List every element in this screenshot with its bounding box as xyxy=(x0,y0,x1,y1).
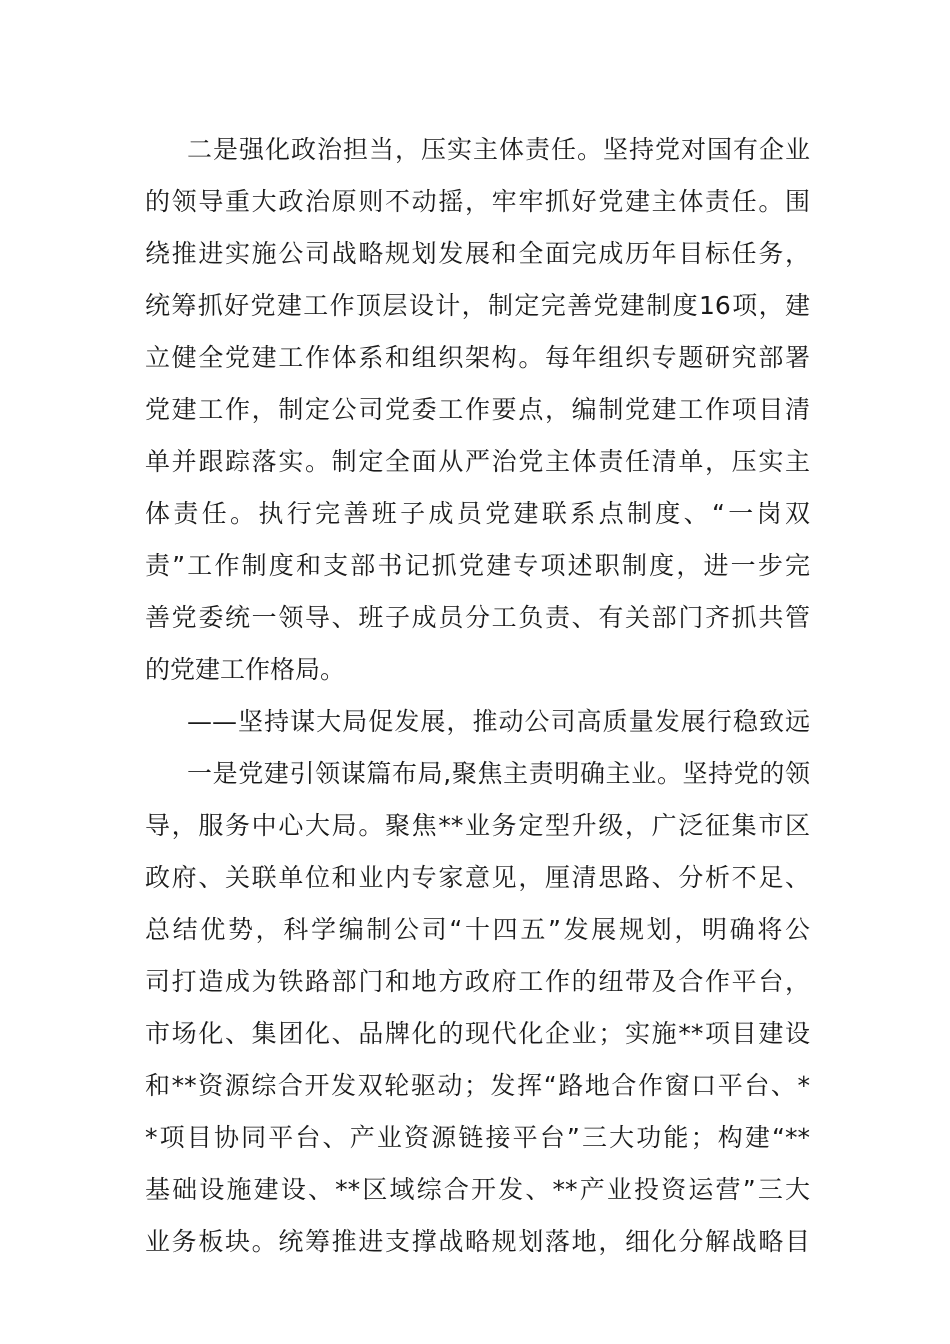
text-line-10: 善党委统一领导、班子成员分工负责、有关部门齐抓共管 xyxy=(145,603,810,632)
text-line-5: 立健全党建工作体系和组织架构。每年组织专题研究部署 xyxy=(145,343,810,372)
text-line-20: *项目协同平台、产业资源链接平台”三大功能；构建“** xyxy=(145,1123,810,1152)
section-heading: ——坚持谋大局促发展，推动公司高质量发展行稳致远 xyxy=(187,707,810,736)
text-line-18: 市场化、集团化、品牌化的现代化企业；实施**项目建设 xyxy=(145,1019,810,1048)
text-line-2: 的领导重大政治原则不动摇，牢牢抓好党建主体责任。围 xyxy=(145,187,810,216)
text-line-7: 单并跟踪落实。制定全面从严治党主体责任清单，压实主 xyxy=(145,447,810,476)
text-line-19: 和**资源综合开发双轮驱动；发挥“路地合作窗口平台、* xyxy=(145,1071,810,1100)
text-line-15: 政府、关联单位和业内专家意见，厘清思路、分析不足、 xyxy=(145,863,810,892)
text-line-13: 一是党建引领谋篇布局,聚焦主责明确主业。坚持党的领 xyxy=(187,759,810,788)
text-line-4: 统筹抓好党建工作顶层设计，制定完善党建制度16项，建 xyxy=(145,291,810,320)
text-line-22: 业务板块。统筹推进支撑战略规划落地，细化分解战略目 xyxy=(145,1227,810,1256)
text-line-3: 绕推进实施公司战略规划发展和全面完成历年目标任务， xyxy=(145,239,810,268)
text-line-6: 党建工作，制定公司党委工作要点，编制党建工作项目清 xyxy=(145,395,810,424)
text-line-9: 责”工作制度和支部书记抓党建专项述职制度，进一步完 xyxy=(145,551,810,580)
text-line-16: 总结优势，科学编制公司“十四五”发展规划，明确将公 xyxy=(145,915,810,944)
text-line-17: 司打造成为铁路部门和地方政府工作的纽带及合作平台， xyxy=(145,967,810,996)
text-line-1: 二是强化政治担当，压实主体责任。坚持党对国有企业 xyxy=(187,135,810,164)
text-line-8: 体责任。执行完善班子成员党建联系点制度、“一岗双 xyxy=(145,499,810,528)
text-line-21: 基础设施建设、**区域综合开发、**产业投资运营”三大 xyxy=(145,1175,810,1204)
text-line-14: 导，服务中心大局。聚焦**业务定型升级，广泛征集市区 xyxy=(145,811,810,840)
text-line-11: 的党建工作格局。 xyxy=(145,655,346,684)
